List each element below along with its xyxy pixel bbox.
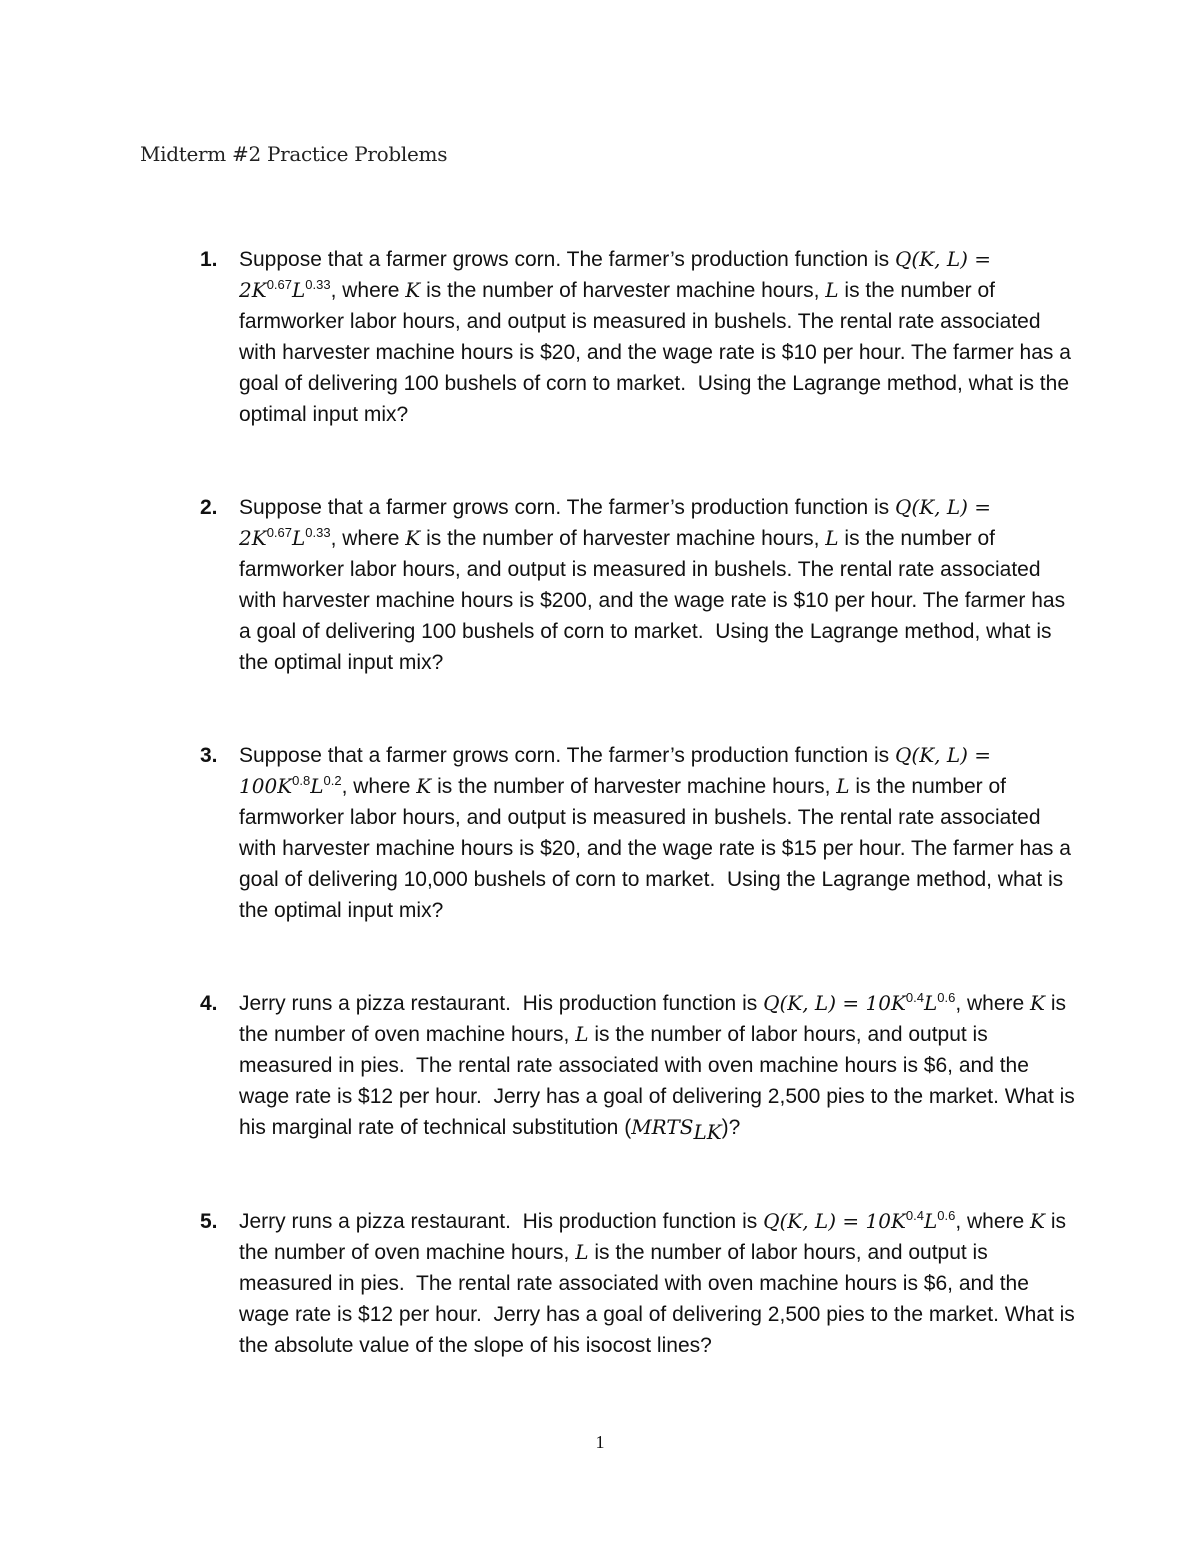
page-number: 1 — [595, 1432, 605, 1452]
problem-number: 4. — [200, 992, 218, 1015]
problem-text: Suppose that a farmer grows corn. The farmer’s production function is Q(K, $L) = 100K^{0.8}L^{0.2}$, where K is the number of harvester machine hours, L is the number of farmworker labor hours, and output is measured in bushels. The rental rate associated with harvester machine hours is $20, and the wage rate is $15 per hour. The farmer has a goal of delivering 10,000 bushels of corn to market. Using the Lagrange method, what is the optimal input mix? — [239, 743, 1077, 922]
problem-text: Jerry runs a pizza restaurant. His production function is Q(K, $L) = 10K^{0.4}L^{0.6}$, where K is the number of oven machine hours, L is the number of labor hours, and output is measured in pies. The rental rate associated with oven machine hours is $6, and the wage rate is $12 per hour. Jerry has a goal of delivering 2,500 pies to the market. What is his marginal rate of technical substitution $(MRTS_{LK})$? — [239, 990, 1081, 1145]
function-lhs: Q(K, L) = — [895, 495, 992, 519]
problem-number: 2. — [200, 496, 218, 519]
function-lhs: Q(K, L) = — [763, 1209, 866, 1233]
problem-text: Suppose that a farmer grows corn. The farmer’s production function is Q(K, $L) = 2K^{0.67}L^{0.33}$, where K is the number of harvester machine hours, L is the number of farmworker labor hours, and output is measured in bushels. The rental rate associated with harvester machine hours is $20, and the wage rate is $10 per hour. The farmer has a goal of delivering 100 bushels of corn to market. Using the Lagrange method, what is the optimal input mix? — [239, 247, 1077, 426]
page-title: Midterm #2 Practice Problems — [140, 142, 448, 166]
problem-number: 1. — [200, 248, 218, 271]
problem-text: Suppose that a farmer grows corn. The farmer’s production function is Q(K, $L) = 2K^{0.67}L^{0.33}$, where K is the number of harvester machine hours, L is the number of farmworker labor hours, and output is measured in bushels. The rental rate associated with harvester machine hours is $200, and the wage rate is $10 per hour. The farmer has a goal of delivering 100 bushels of corn to market. Using the Lagrange method, what is the optimal input mix? — [239, 495, 1071, 674]
problem-number: 5. — [200, 1210, 218, 1233]
function-lhs: Q(K, L) = — [895, 743, 992, 767]
function-lhs: Q(K, L) = — [895, 247, 992, 271]
problem-number: 3. — [200, 744, 218, 767]
function-lhs: Q(K, L) = — [763, 991, 866, 1015]
problem-text: Jerry runs a pizza restaurant. His production function is Q(K, $L) = 10K^{0.4}L^{0.6}$, where K is the number of oven machine hours, L is the number of labor hours, and output is measured in pies. The rental rate associated with oven machine hours is $6, and the wage rate is $12 per hour. Jerry has a goal of delivering 2,500 pies to the market. What is the absolute value of the slope of his isocost lines? — [239, 1208, 1081, 1357]
mrts-symbol: MRTS — [631, 1115, 694, 1139]
